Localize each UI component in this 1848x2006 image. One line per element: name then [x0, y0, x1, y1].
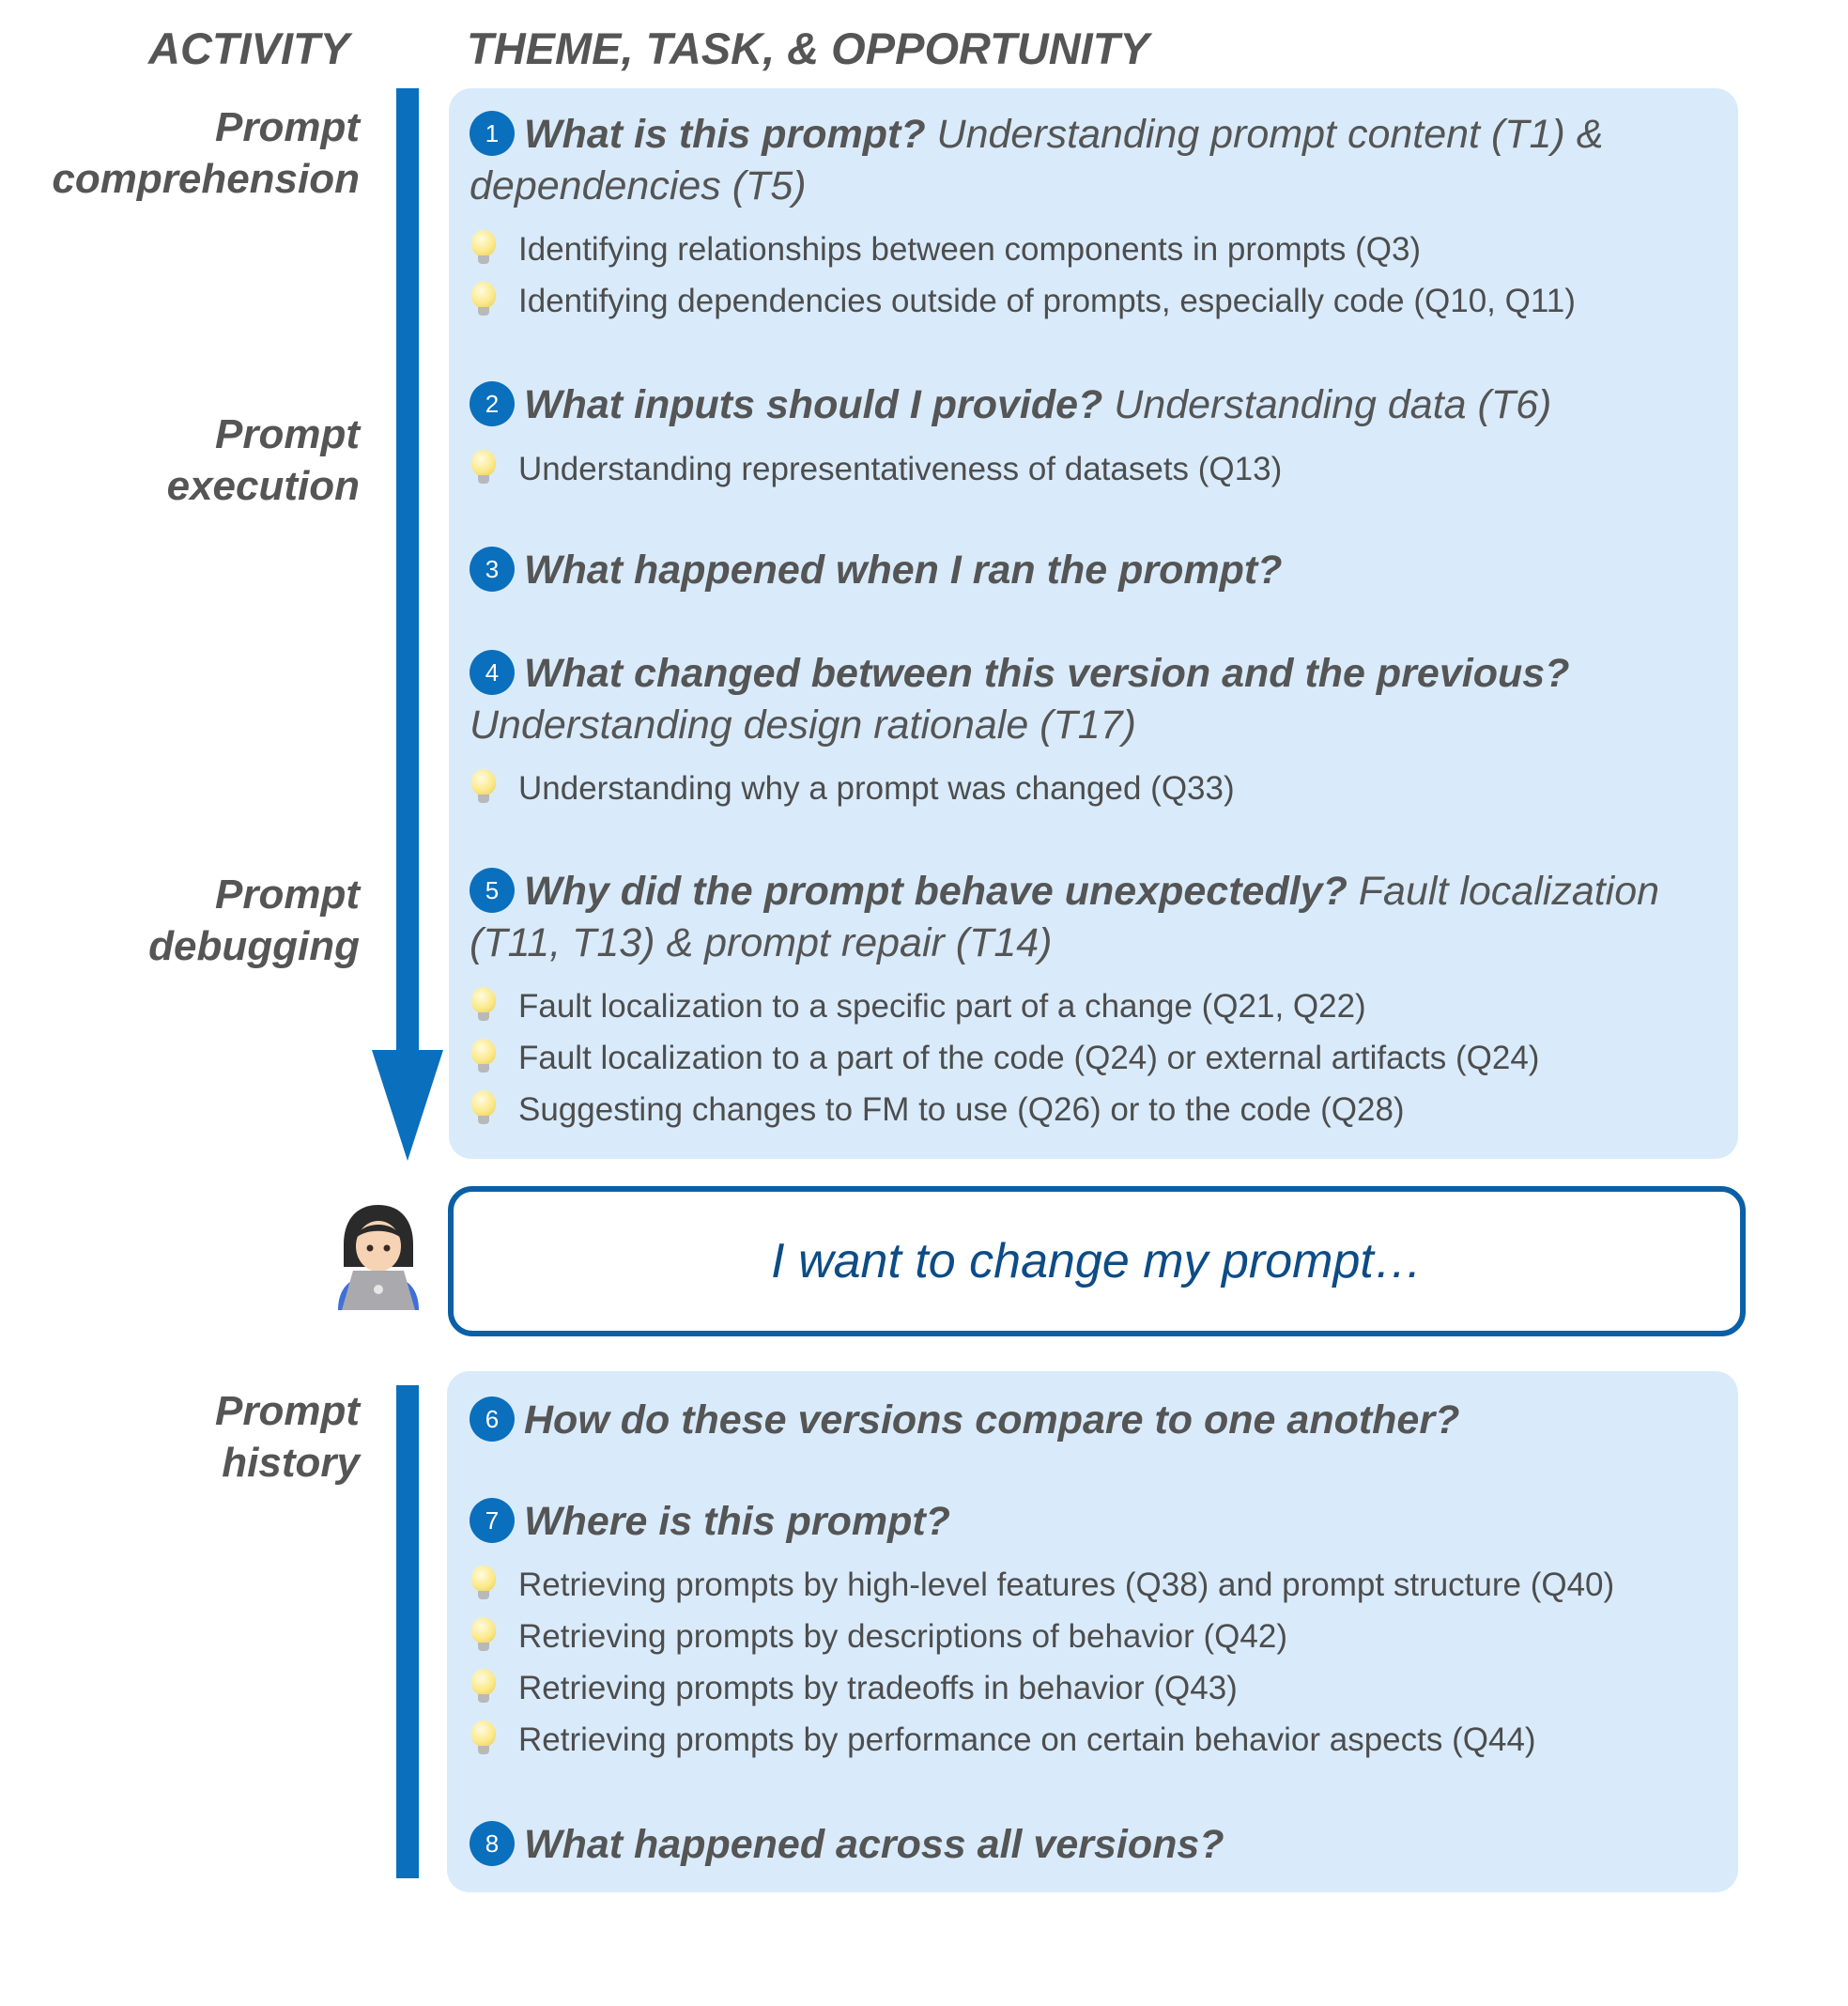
activity-label-execution: Prompt execution: [166, 411, 360, 509]
lightbulb-icon: [470, 769, 498, 807]
number-badge: 4: [470, 650, 515, 695]
lightbulb-icon: [470, 282, 498, 319]
tip: Suggesting changes to FM to use (Q26) or to the code (Q28): [470, 1084, 1405, 1135]
lightbulb-icon: [470, 1721, 498, 1758]
lightbulb-icon: [470, 1039, 498, 1076]
question-2: 2 What inputs should I provide? Understanding data (T6): [470, 379, 1747, 431]
number-badge: 6: [470, 1396, 515, 1442]
number-badge: 2: [470, 381, 515, 426]
question-1: 1 What is this prompt? Understanding prompt content (T1) & dependencies (T5): [470, 112, 1604, 208]
activity-header: ACTIVITY: [148, 23, 350, 73]
activity-label-history: Prompt history: [215, 1388, 360, 1486]
lightbulb-icon: [470, 1617, 498, 1655]
number-badge: 7: [470, 1498, 515, 1543]
theme-header: THEME, TASK, & OPPORTUNITY: [467, 23, 1149, 73]
tip: Fault localization to a part of the code (Q24) or external artifacts (Q24): [470, 1032, 1539, 1084]
question-4: 4 What changed between this version and the previous? Understanding design rationale (T17): [470, 651, 1570, 748]
woman-technologist-icon: [327, 1197, 430, 1310]
tip: Identifying dependencies outside of prompts, especially code (Q10, Q11): [470, 275, 1576, 327]
history-bar: [396, 1385, 419, 1878]
tip: Retrieving prompts by descriptions of behavior (Q42): [470, 1611, 1287, 1662]
tip: Fault localization to a specific part of a change (Q21, Q22): [470, 980, 1366, 1032]
question-6: 6 How do these versions compare to one another?: [470, 1395, 1747, 1446]
activity-label-debugging: Prompt debugging: [148, 872, 360, 969]
number-badge: 8: [470, 1821, 515, 1866]
tip: Retrieving prompts by performance on certain behavior aspects (Q44): [470, 1714, 1536, 1766]
question-8: 8 What happened across all versions?: [470, 1819, 1747, 1871]
lightbulb-icon: [470, 450, 498, 487]
number-badge: 5: [470, 868, 515, 913]
lightbulb-icon: [470, 1090, 498, 1128]
question-7: 7 Where is this prompt?: [470, 1496, 1747, 1548]
number-badge: 1: [470, 111, 515, 156]
question-3: 3 What happened when I ran the prompt?: [470, 545, 1747, 596]
change-prompt-callout: I want to change my prompt…: [448, 1186, 1746, 1336]
lightbulb-icon: [470, 230, 498, 268]
lightbulb-icon: [470, 987, 498, 1025]
tip: Understanding why a prompt was changed (Q33): [470, 763, 1235, 814]
lightbulb-icon: [470, 1669, 498, 1706]
tip: Identifying relationships between components in prompts (Q3): [470, 224, 1421, 275]
timeline-arrowhead: [372, 1050, 443, 1163]
lightbulb-icon: [470, 1566, 498, 1603]
tip: Retrieving prompts by tradeoffs in behavior (Q43): [470, 1662, 1238, 1714]
timeline-arrow-shaft: [396, 88, 419, 1056]
question-5: 5 Why did the prompt behave unexpectedly? Fault localization (T11, T13) & prompt repair (T14): [470, 869, 1660, 965]
tip: Understanding representativeness of datasets (Q13): [470, 443, 1282, 495]
tip: Retrieving prompts by high-level features (Q38) and prompt structure (Q40): [470, 1559, 1614, 1611]
activity-label-comprehension: Prompt comprehension: [52, 104, 360, 202]
number-badge: 3: [470, 547, 515, 592]
